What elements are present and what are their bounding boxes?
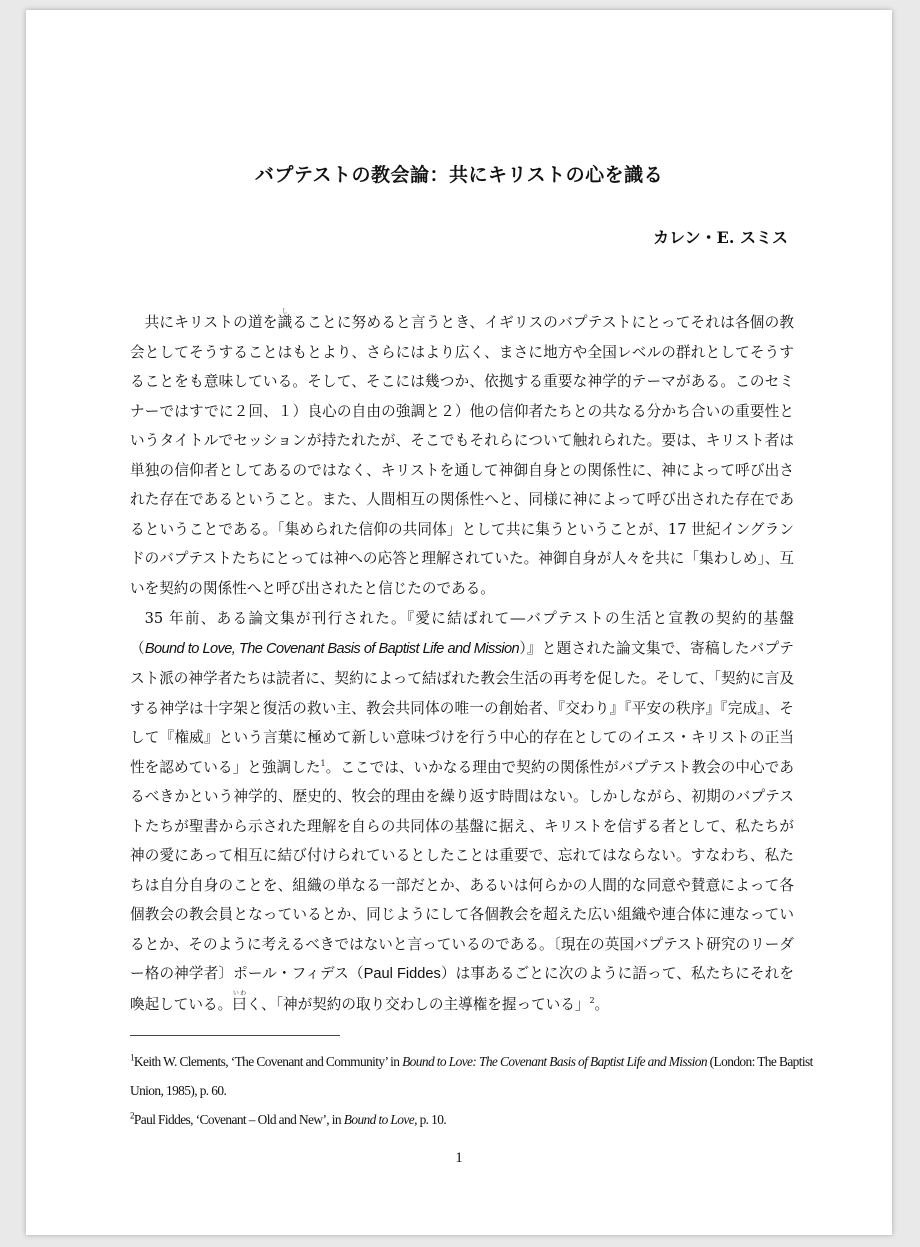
footnote-2-text-post: p. 10.	[416, 1112, 447, 1127]
footnote-1-text-pre: Keith W. Clements, ‘The Covenant and Community’ in	[133, 1054, 403, 1069]
paragraph-1	[130, 308, 794, 603]
footnote-2-book-title: Bound to Love,	[343, 1112, 417, 1127]
footnote-1	[130, 1047, 820, 1105]
document-title: バプテストの教会論：共にキリストの心を識る	[254, 164, 664, 186]
author-name: カレン・E. スミス	[653, 228, 788, 247]
footnote-separator	[130, 1035, 340, 1036]
footnote-2-number: 2	[130, 1110, 134, 1121]
paragraph-2-text-f: 。	[594, 995, 610, 1013]
footnote-1-book-title: Bound to Love: The Covenant Basis of Baptist Life and Mission	[402, 1054, 707, 1069]
footnote-1-text-post: (London: The Baptist Union, 1985), p. 60.	[130, 1054, 813, 1098]
footnote-ref-2[interactable]: 2	[589, 995, 595, 1005]
ruby-reading-iwa: いわ	[232, 989, 247, 997]
paragraph-2-text-d: ）は事あるごとに次のように語って、私たちにそれを喚起している。	[130, 965, 794, 1013]
paragraph-1-text-b: ることに努めると言うとき、イギリスのバプテストにとってそれは各個の教会としてそうすることはもとより、さらにはより広く、まさに地方や全国レベルの群れとしてそうすることをも意味している。そして、そこには幾つか、依拠する重要な神学的テーマがある。このセミナーではすでに２回、１）良心の自由の強調と２）他の信仰者たちとの共なる分かち合いの重要性というタイトルでセッションが持たれたが、そこでもそれらについて触れられた。要は、キリスト者は単独の信仰者としてあるのではなく、キリストを通して神御自身との関係性に、神によって呼び出された存在であるということ。また、人間相互の関係性へと、同様に神によって呼び出された存在であるということである。「集められた信仰の共同体」として共に集うということが、17 世紀イングランドのバプテストたちにとっては神への応答と理解されていた。神御自身が人々を共に「集わしめ」、互いを契約の関係性へと呼び出されたと信じたのである。	[130, 314, 794, 597]
footnote-1-number: 1	[130, 1052, 134, 1063]
paragraph-2-text-b: ）』と題された論文集で、寄稿したバプテスト派の神学者たちは読者に、契約によって結ばれた教会生活の再考を促した。そして、「契約に言及する神学は十字架と復活の救い主、教会共同体の唯一の創始者、『交わり』『平安の秩序』『完成』、そして『権威』という言葉に極めて新しい意味づけを行う中心的存在としてのイエス・キリストの正当性を認めている」と強調した	[130, 639, 794, 776]
paragraph-2-text-a: 35 年前、ある論文集が刊行された。『愛に結ばれて―バプテストの生活と宣教の契約的基盤（	[130, 610, 794, 657]
ruby-shiru	[277, 308, 293, 331]
page-number: 1	[455, 1150, 463, 1166]
ruby-reading-shi: し	[277, 308, 293, 315]
ruby-base-shiru: 識	[277, 314, 293, 331]
footnotes	[130, 1047, 820, 1134]
paragraph-1-text-a: 共にキリストの道を	[144, 314, 278, 331]
footnote-ref-1[interactable]: 1	[320, 758, 326, 768]
paragraph-2-text-e: く、「神が契約の取り交わしの主導権を握っている」	[246, 995, 590, 1013]
paragraph-2-text-c: 。ここでは、いかなる理由で契約の関係性がバプテスト教会の中心であるべきかという神学的、歴史的、牧会的理由を繰り返す時間はない。しかしながら、初期のバプテストたちが聖書から示された理解を自らの共同体の基盤に据え、キリストを信ずる者として、私たちが神の愛にあって相互に結び付けられているとしたことは重要で、忘れてはならない。すなわち、私たちは自分自身のことを、組織の単なる一部だとか、あるいは何らかの人間的な同意や賛意によって各個教会の教会員となっているとか、同じようにして各個教会を超えた広い組織や連合体に連なっているとか、そのように考えるべきではないと言っているのである。〔現在の英国バプテスト研究のリーダー格の神学者〕ポール・フィデス（	[130, 758, 794, 982]
footnote-2-text-pre: Paul Fiddes, ‘Covenant – Old and New’, in	[133, 1112, 344, 1127]
author-name-english: Paul Fiddes	[363, 966, 441, 982]
ruby-base-iwaku: 曰	[232, 995, 247, 1013]
document-page	[26, 10, 892, 1235]
paragraph-2	[130, 604, 794, 1019]
book-title-english: Bound to Love, The Covenant Basis of Baptist Life and Mission	[144, 640, 520, 657]
ruby-iwaku	[232, 989, 247, 1013]
footnote-2	[130, 1105, 820, 1134]
